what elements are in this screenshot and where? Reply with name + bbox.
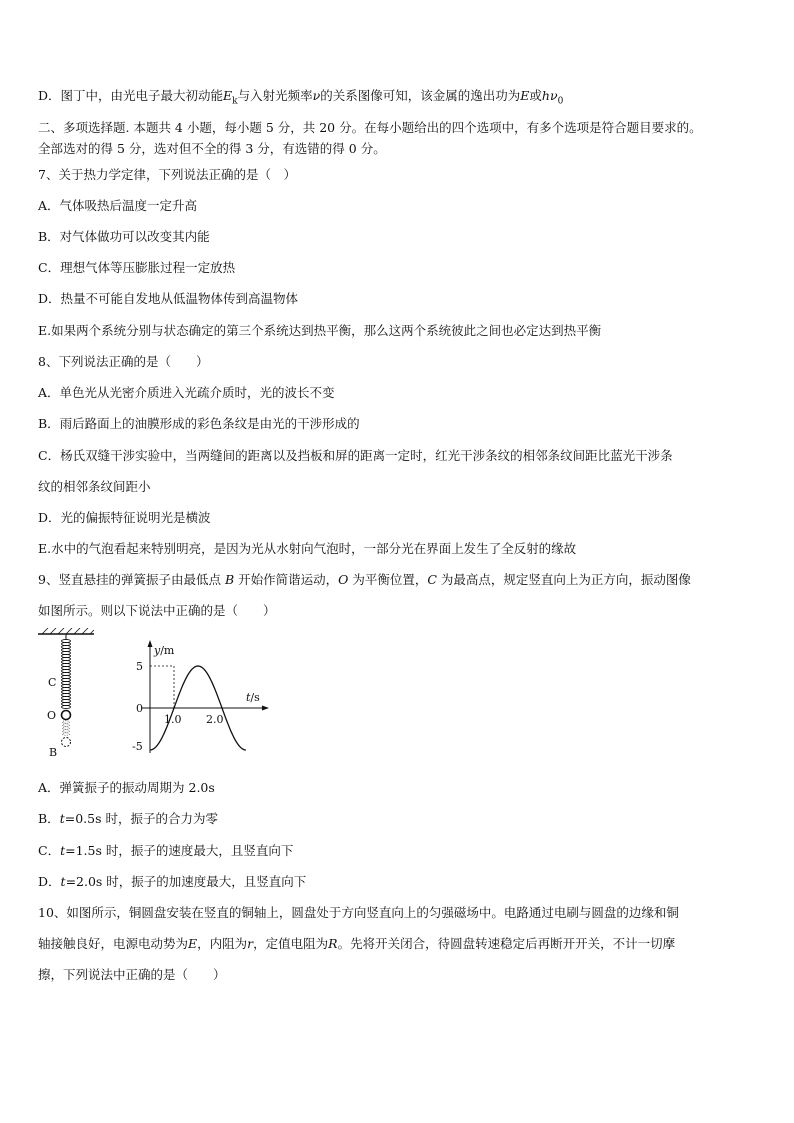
text: ，定值电阻为: [253, 936, 329, 951]
y-tick-0: 0: [136, 702, 143, 715]
text: t: [60, 843, 66, 858]
label-o: O: [47, 709, 57, 722]
text: t: [59, 811, 65, 826]
q9-stem-cont: 如图所示。则以下说法中正确的是（ ）: [38, 603, 276, 618]
spring-extension-loop: [63, 727, 70, 729]
text: 。先将开关闭合，待圆盘转速稳定后再断开开关，不计一切摩: [337, 936, 676, 951]
x-tick-1: 1.0: [164, 713, 182, 726]
text: 为平衡位置，: [348, 572, 428, 587]
text: C．: [38, 843, 61, 858]
q9-option-c: [38, 843, 293, 859]
q7-option-d: D．热量不可能自发地从低温物体传到高温物体: [38, 291, 299, 306]
q8-option-c-cont: 纹的相邻条纹间距小: [38, 479, 151, 494]
q7-stem: 7、关于热力学定律，下列说法正确的是（ ）: [38, 167, 296, 182]
text: E: [188, 936, 198, 951]
ball-equilibrium: [62, 711, 71, 720]
text: 为最高点，规定竖直向上为正方向，振动图像: [436, 572, 691, 587]
text: =2.0s 时，振子的加速度最大，且竖直向下: [65, 874, 307, 889]
text: 开始作简谐运动，: [234, 572, 339, 587]
text: E: [223, 88, 233, 103]
x-axis-arrow: [262, 706, 269, 711]
text: t: [60, 874, 66, 889]
q10-stem-cont: [38, 936, 675, 952]
q7-option-e: E.如果两个系统分别与状态确定的第三个系统达到热平衡，那么这两个系统彼此之间也必定达到热平衡: [38, 323, 602, 338]
text: r: [247, 936, 254, 951]
ball-lowest-dashed: [62, 738, 71, 747]
text: C: [427, 572, 437, 587]
spring-coil: [62, 639, 71, 708]
text: 轴接触良好，电源电动势为: [38, 936, 189, 951]
spring-oscillator-figure: [36, 628, 276, 756]
text: O: [338, 572, 349, 587]
y-axis-label: y/m: [154, 644, 175, 657]
x-axis-label: t/s: [246, 691, 260, 704]
spring-extension-loop: [63, 721, 70, 723]
text: R: [328, 936, 338, 951]
text: B．: [38, 811, 60, 826]
text: D．图丁中，由光电子最大初动能: [38, 88, 224, 103]
text: ν: [312, 88, 321, 103]
q9-option-d: [38, 874, 306, 890]
q8-option-d: D．光的偏振特征说明光是横波: [38, 510, 211, 525]
text: k: [232, 96, 238, 107]
q10-stem: 10、如图所示，铜圆盘安装在竖直的铜轴上，圆盘处于方向竖直向上的匀强磁场中。电路通过电刷与圆盘的边缘和铜: [38, 905, 679, 920]
q10-stem-end: 擦，下列说法中正确的是（ ）: [38, 967, 226, 982]
q9-stem: [38, 572, 691, 588]
text: E: [520, 88, 530, 103]
label-c: C: [48, 676, 57, 689]
y-axis-arrow: [148, 640, 153, 647]
q7-option-b: B．对气体做功可以改变其内能: [38, 229, 210, 244]
q8-stem: 8、下列说法正确的是（ ）: [38, 354, 209, 369]
text: 或: [529, 88, 542, 103]
text: hν: [541, 88, 558, 103]
text: ，内阻为: [197, 936, 248, 951]
text: B: [224, 572, 235, 587]
spring-extension-loop: [63, 730, 70, 732]
q7-option-c: C．理想气体等压膨胀过程一定放热: [38, 260, 236, 275]
q9-option-a: A．弹簧振子的振动周期为 2.0s: [38, 780, 215, 795]
q7-option-a: A．气体吸热后温度一定升高: [38, 198, 198, 213]
q8-option-e: E.水中的气泡看起来特别明亮，是因为光从水射向气泡时，一部分光在界面上发生了全反射的缘故: [38, 541, 577, 556]
text: 0: [557, 96, 564, 107]
text: 9、竖直悬挂的弹簧振子由最低点: [38, 572, 225, 587]
text: =0.5s 时，振子的合力为零: [64, 811, 218, 826]
section2-heading: 二、多项选择题. 本题共 4 小题，每小题 5 分，共 20 分。在每小题给出的四个选项中，有多个选项是符合题目要求的。: [38, 120, 702, 135]
q8-option-b: B．雨后路面上的油膜形成的彩色条纹是由光的干涉形成的: [38, 416, 360, 431]
text: 的关系图像可知，该金属的逸出功为: [320, 88, 521, 103]
text: D．: [38, 874, 61, 889]
q8-option-a: A．单色光从光密介质进入光疏介质时，光的波长不变: [38, 385, 335, 400]
q8-option-c: C．杨氏双缝干涉实验中，当两缝间的距离以及挡板和屏的距离一定时，红光干涉条纹的相邻条纹间距比蓝光干涉条: [38, 448, 673, 463]
y-tick-neg5: -5: [132, 740, 143, 753]
text: 与入射光频率: [237, 88, 313, 103]
spring-extension-dotted: [63, 721, 70, 735]
ceiling-hatch: [42, 628, 94, 634]
q6-option-d: [38, 88, 563, 110]
y-tick-5: 5: [136, 660, 143, 673]
text: =1.5s 时，振子的速度最大，且竖直向下: [65, 843, 294, 858]
q9-option-b: [38, 811, 218, 827]
section2-instructions: 全部选对的得 5 分，选对但不全的得 3 分，有选错的得 0 分。: [38, 141, 386, 156]
spring-extension-loop: [63, 724, 70, 726]
spring-extension-loop: [63, 733, 70, 735]
label-b: B: [49, 746, 58, 756]
x-tick-2: 2.0: [206, 713, 224, 726]
